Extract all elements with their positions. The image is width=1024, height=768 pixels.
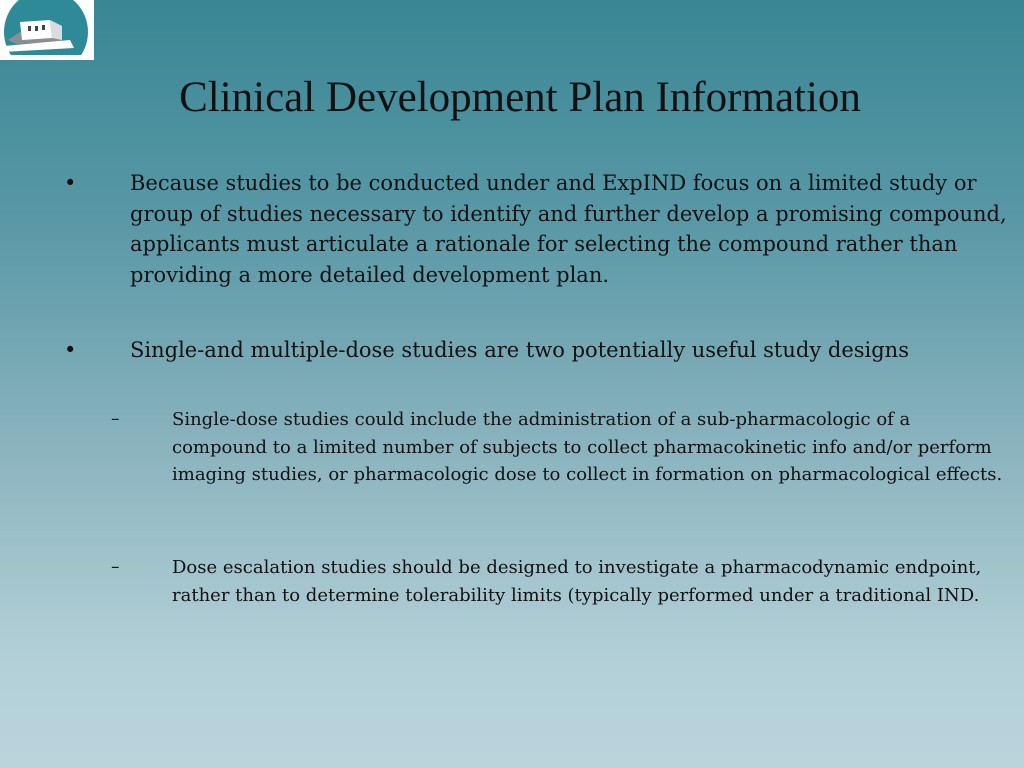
sub-bullet-text: Dose escalation studies should be designed to investigate a pharmacodynamic endpoint, rather than to determine tolerability limits (typically performed under a traditional IND. xyxy=(172,557,982,606)
sub-bullet-marker: – xyxy=(111,409,120,429)
sub-bullet-marker: – xyxy=(111,557,120,577)
bullet-text: Because studies to be conducted under and ExpIND focus on a limited study or group of studies necessary to identify and further develop a promising compound, applicants must articulate a rationale for selecting the compound rather than providing a more detailed development plan. xyxy=(130,171,1007,287)
bullet-text: Single-and multiple-dose studies are two potentially useful study designs xyxy=(130,338,909,362)
page-title: Clinical Development Plan Information xyxy=(179,74,861,121)
building-logo-icon xyxy=(0,0,94,60)
sub-bullet-text: Single-dose studies could include the administration of a sub-pharmacologic of a compound to a limited number of subjects to collect pharmacokinetic info and/or perform imaging studies, or pharmacologic dose to collect in formation on pharmacological effects. xyxy=(172,409,1003,485)
bullet-marker: • xyxy=(64,338,77,362)
bullet-marker: • xyxy=(64,171,77,195)
